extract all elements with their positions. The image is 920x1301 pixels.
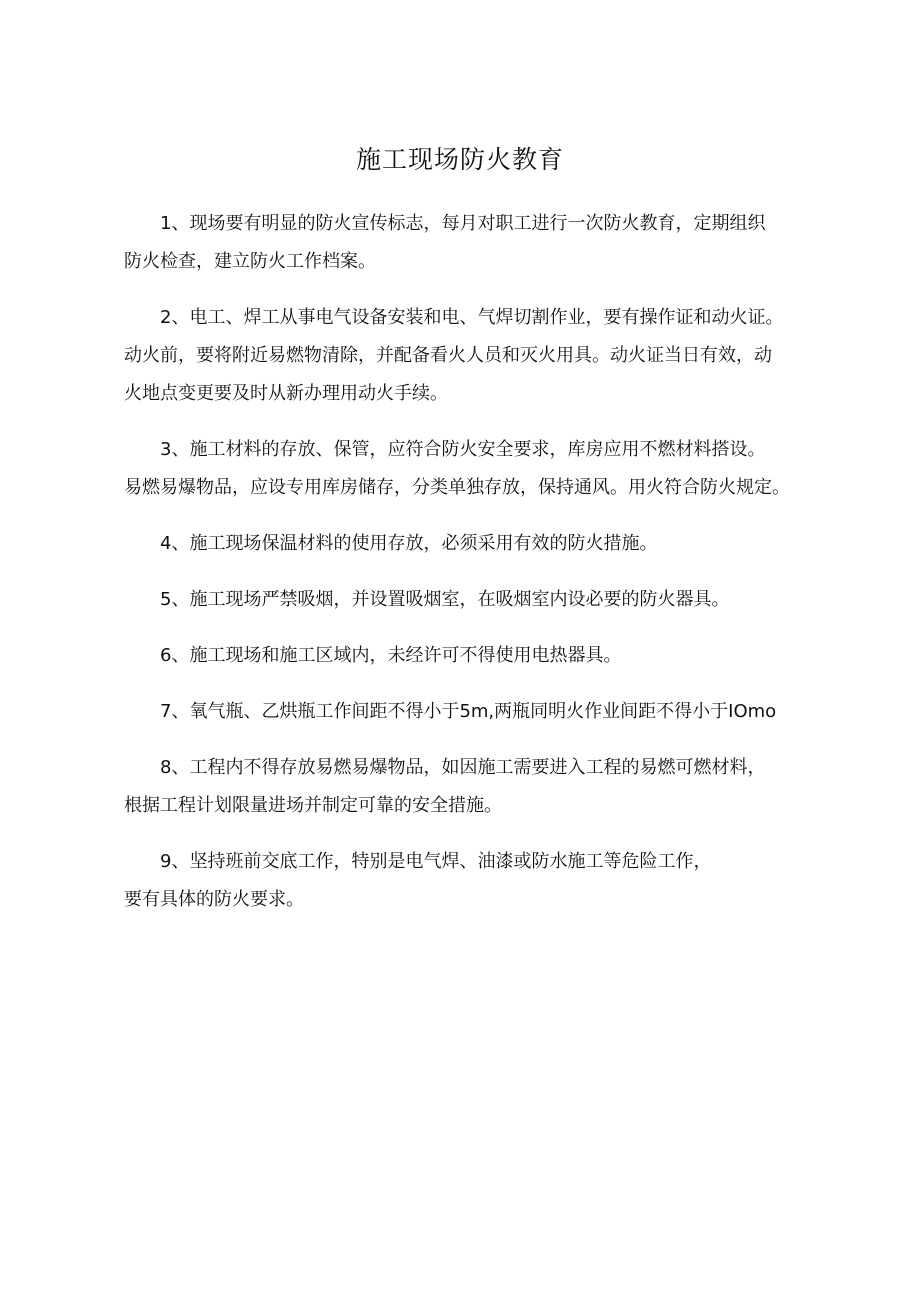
paragraph-line: 火地点变更要及时从新办理用动火手续。 [124,383,448,404]
paragraph-9 [124,843,850,919]
paragraph-3 [124,431,850,507]
paragraph-line: 防火检查，建立防火工作档案。 [124,251,376,272]
paragraph-line: 9、坚持班前交底工作，特别是电气焊、油漆或防水施工等危险工作， [160,851,712,872]
document-title: 施工现场防火教育 [355,145,564,174]
paragraph-1 [124,205,850,281]
paragraph-line: 4、施工现场保温材料的使用存放，必须采用有效的防火措施。 [160,533,658,554]
paragraph-5 [124,581,850,619]
paragraph-line: 7、氧气瓶、乙烘瓶工作间距不得小于5m,两瓶同明火作业间距不得小于IOmo [160,701,777,722]
paragraph-line: 根据工程计划限量进场并制定可靠的安全措施。 [124,795,502,816]
paragraph-line: 动火前，要将附近易燃物清除，并配备看火人员和灭火用具。动火证当日有效，动 [124,345,772,366]
paragraph-4 [124,525,850,563]
paragraph-line: 6、施工现场和施工区域内，未经许可不得使用电热器具。 [160,645,622,666]
paragraph-line: 8、工程内不得存放易燃易爆物品，如因施工需要进入工程的易燃可燃材料， [160,757,766,778]
paragraph-8 [124,749,850,825]
document-body [124,205,850,937]
paragraph-line: 易燃易爆物品，应设专用库房储存，分类单独存放，保持通风。用火符合防火规定。 [124,477,790,498]
paragraph-line: 5、施工现场严禁吸烟，并设置吸烟室，在吸烟室内设必要的防火器具。 [160,589,730,610]
paragraph-line: 要有具体的防火要求。 [124,889,304,910]
paragraph-line: 3、施工材料的存放、保管，应符合防火安全要求，库房应用不燃材料搭设。 [160,439,766,460]
paragraph-7 [124,693,850,731]
paragraph-line: 2、电工、焊工从事电气设备安装和电、气焊切割作业，要有操作证和动火证。 [160,307,784,328]
paragraph-line: 1、现场要有明显的防火宣传标志，每月对职工进行一次防火教育，定期组织 [160,213,766,234]
paragraph-2 [124,299,850,413]
paragraph-6 [124,637,850,675]
